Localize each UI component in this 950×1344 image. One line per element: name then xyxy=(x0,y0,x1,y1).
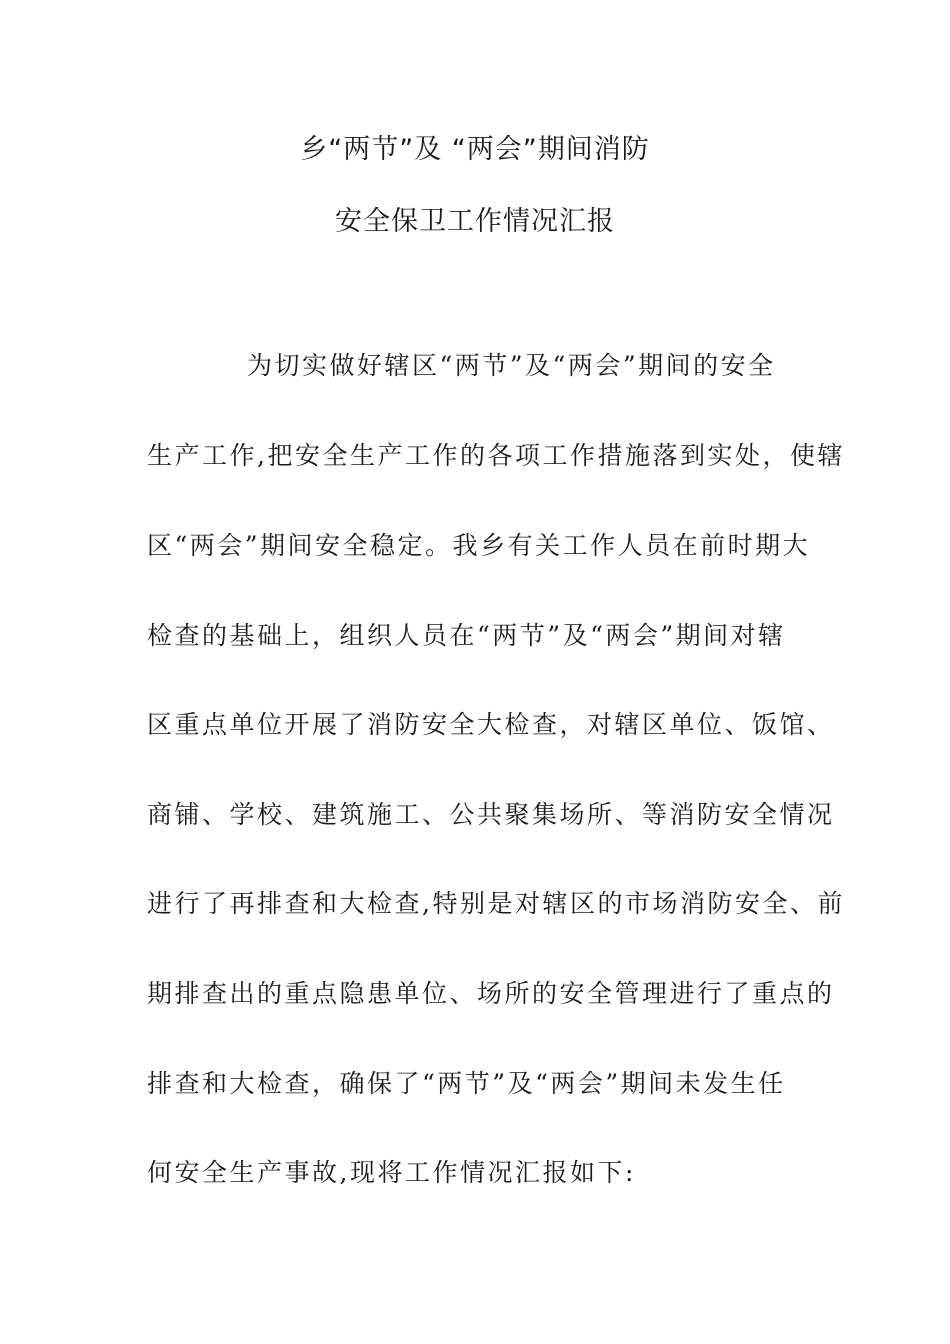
body-text-line: 检查的基础上，组织人员在“两节”及“两会”期间对辖 xyxy=(147,621,786,650)
body-text-line: 生产工作,把安全生产工作的各项工作措施落到实处，使辖 xyxy=(147,441,845,470)
document-title-line-2: 安全保卫工作情况汇报 xyxy=(335,206,615,237)
body-text-line: 商铺、学校、建筑施工、公共聚集场所、等消防安全情况 xyxy=(147,800,835,829)
body-text-line: 排查和大检查，确保了“两节”及“两会”期间未发生任 xyxy=(147,1069,786,1098)
body-text-line: 进行了再排查和大检查,特别是对辖区的市场消防安全、前 xyxy=(147,889,845,918)
body-text-line: 为切实做好辖区“两节”及“两会”期间的安全 xyxy=(247,351,776,380)
body-text-line: 期排查出的重点隐患单位、场所的安全管理进行了重点的 xyxy=(147,979,835,1008)
body-text-line: 区“两会”期间安全稳定。我乡有关工作人员在前时期大 xyxy=(147,531,811,560)
body-text-line: 何安全生产事故,现将工作情况汇报如下: xyxy=(147,1158,636,1187)
document-title-line-1: 乡“两节”及 “两会”期间消防 xyxy=(300,134,650,165)
body-text-line: 区重点单位开展了消防安全大检查，对辖区单位、饭馆、 xyxy=(147,710,835,739)
